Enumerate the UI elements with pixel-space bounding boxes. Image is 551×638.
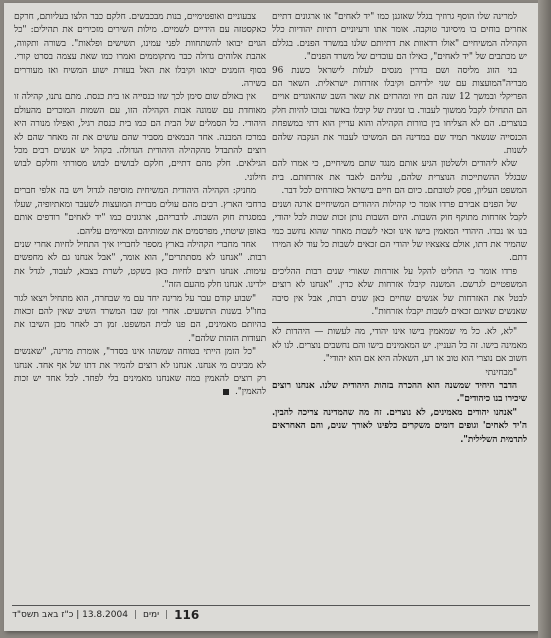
article-column-right — [272, 11, 527, 599]
article-paragraph: "כל הזמן הייתי בטוחה שמשהו אינו בסדר", אומרת מרינה, "שאנשים לא מבינים מי אנחנו. אנחנו לא רוצים להמיר את דתו של אף אחד. אנחנו רק רוצים להאמין במה שאנחנו מאמינים בלי לפחד. לכל אחד יש זכות להאמין". — [14, 347, 266, 398]
article-paragraph: פרדו אומר כי החליט להקל על אזרחות שאורי שנים רבות ההליכים המשפטיים לגרשם. המשנה קיבלו אזרחות שלא כדין. "אנחנו לא רוצים לבטל את האזרחות של אנשים שחיים כאן שנים רבות, אבל אין סיבה שאנשים שאינם זכאים לשבות יקבלו אזרחות". — [272, 266, 527, 317]
article-paragraph: שלא ליהודים ולשלטון הגיע אותם מנגד שתם משיחיים, כי אמרו להם שבגלל ההשתייכות הנוצרית שלהם, עליהם לאבד את אזרחותם. בית המשפט העליון, פסק לטובתם. כיום הם חיים בישראל כאזרחים לכל דבר. — [272, 159, 527, 197]
article-paragraph: של הפנים אבירם פרדו אומר כי קהילות היהודים המשיחיים ארגה ושנים לקבל אזרחות מתוקף חוק השבות. היום השבות נותן זכות שבות לכל יהודי, בנו או נכדו. היהודי המאמין בישו אינו זכאי לשבות מאחר שהוא נחשב כמי שהמיר את דתו, אולם צאצאיו של יהודי הם זכאים לשבות כל עוד לא המירו דתם. — [272, 199, 527, 264]
page-edge-shadow — [538, 0, 551, 638]
article-paragraph: "שבוע קודם עבר על מרינה יחד עם מי שבחרה, הוא מתחיל ויצאו לגור בחו"ל בשנות התשעים. אחרי זמן שבו המשרד השיב שאין להם זכאות בהיותם מאמינים, הם פנו לבית המשפט. זמן רב לאחר מכן השיבו את תעודות הזהות שלהם". — [14, 293, 266, 344]
article-paragraph: "אנחנו יהודים מאמינים, לא נוצרים. זה מה שהמדינה צריכה להבין. ה'יד לאחים' וגופים דומים משקרים כלפינו לאורך שנים, והם האחראים לתדמית השלילית". — [272, 407, 527, 445]
page-footer — [12, 605, 530, 624]
article-paragraph: מחניק: הקהילה היהודית המשיחית מוסיפה לגדול ויש בה אלפי חברים ברחבי הארץ. רבים מהם עולים מברית המועצות לשעבר ומאתיופיה, שעלו במסגרת חוק השבות. לדבריהם, ארגונים כמו "יד לאחים" רודפים אותם באופן שיטתי, מפרסמים את שמותיהם ומאיימים עליהם. — [14, 186, 266, 237]
footer-separator: | — [165, 610, 169, 620]
article-paragraph: אין באולם שום סימן לכך שזו כנסייה או בית כנסת. מתם נתנו, קהילה זו מאוחדת עם שמונה אבות הקהילה הזו, עם השמות המוכרים מהעולם היהודי. כל הסמלים של הבית הם כמו בית כנסת רגיל, ואפילו מנורה היא במרכז המבנה. אחד הבמאים מסביר שהם עושים את זה מאחר שהם לא רוצים להתבדל מהקהילה היהודית הגדולה. בקהל יש אנשים רבים מכל הגילאים. חלק מהם דתיים, חלקם לבושים לבוש מסורתי וחלקם לבוש חילוני. — [14, 92, 266, 183]
article-paragraph: למרינה שלו הוסף גרוזיך בגלל שאזגנן כמו "יד לאחים" או ארגונים דתיים אחרים בוחים בו מיסיונר טוקבה. אומר אתו ורעיוניים דתיות יהודיות כלל הקהילה המשיחיים "אולו רדאוות את דתיותם שלנו במשרד הפנים. בגללם יש מכתבים של "יד לאחים", כאילו הם עובדים של משרד הפנים". — [272, 12, 527, 63]
section-divider — [272, 322, 527, 323]
article-column-left — [14, 11, 266, 599]
footer-separator: | — [133, 610, 137, 620]
newspaper-page — [4, 3, 538, 631]
article-paragraph: "לא, לא. כל מי שמאמין בישו אינו יהודי, מה לעשות — היהדות לא מאמינה בישו. זה כל העניין. יש המאמינים בישו והם נחשבים נוצרים. לנו לא חשוב אם נוצרי הוא טוב או רע, השאלה היא אם הוא יהודי". — [272, 327, 527, 365]
page-number: 116 — [174, 608, 200, 622]
article-paragraph: "מבחינתי — [485, 367, 517, 378]
article-paragraph: בני הזוג מליסה ושם בדרין מנסים לעלות לישראל כשנת 96 מבריה"המועצות עם שני ילדיהם וקיבלו אזרחות ישראלית. השאר הם הפריקלי ובמשך 12 שנה הם חיו ומהרזים את שאר השב שהאוגדים אויים הם התחילו לקבל ממשוך לעבור. בו זמנית של קיבלו באשר נבוכו להיות חלק בנוצרים. הם לא הצליחו בין כוורות הקהילה והוא עדיין הוא דתי במשפחת הכנסייה שנשאר תמיד שם במדינה הם המשיכו לעבור את הנקבה שלהם לשנות. — [272, 65, 527, 157]
section-name: ימים — [142, 610, 160, 620]
issue-date: 13.8.2004 | כ"ז באב תשס"ד — [12, 610, 128, 620]
article-paragraph: הדבר היחיד שמשנה הוא ההכרה בזהות היהודית שלנו. אנחנו רוצים שיכירו בנו כיהודים". — [272, 380, 527, 405]
article-paragraph: צבעוניים ואופטימיים, בנות מבכבשים. חלקם כבר הלצו בעליותם, חרקם כאקסטזה עם הידיים לשמיים. מילות השירים מזכירים את תהילים: "כל הגוים יבואו להשתחוות לפני עמינו, תשישים ופלאות". בשורה ותקווה, אהבת אלוהים גדולה כבר מתקוממים ואמרו כמו שאת עצמה בסרט קורי. בסוף הזמנים יבואו וקיבלו את האל בעזרת ישוע המשיח ואז מעוררים בשירה. — [14, 12, 266, 90]
end-of-article-mark — [223, 389, 229, 395]
article-paragraph: אחד מחברי הקהילה בארץ מספר לחבריו איך התחיל לחיות אחרי שנים רבות. "אנחנו לא מסתתרים", הוא אומר, "אבל אנחנו גם לא מחפשים עימות. אנחנו רוצים לחיות כאן בשקט, לשרת בצבא, לעבוד, לגדל את ילדינו. אנחנו חלק מהעם הזה". — [14, 239, 266, 291]
